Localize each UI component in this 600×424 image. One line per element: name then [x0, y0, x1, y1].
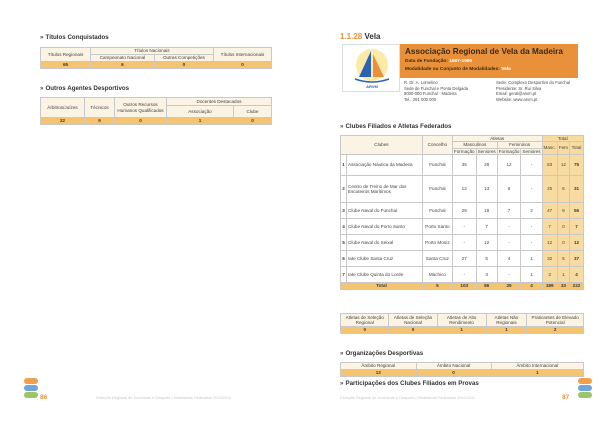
th-selecao-nacional: Atletas de Seleção Nacional — [389, 314, 437, 327]
cell-value: 0 — [233, 118, 271, 125]
th-fem: Fem — [557, 142, 569, 155]
association-banner — [400, 44, 578, 78]
cell-value: 6 — [91, 62, 155, 69]
th-clubes: Clubes — [341, 136, 423, 155]
total-row: Total 5 103 86 29 4 189 33 222 — [341, 282, 584, 289]
cell-value: 0 — [115, 118, 167, 125]
th-arbitros: Árbitros/Juízes — [41, 98, 85, 118]
contact-right: Sede: Complexo Desportivo do Funchal Presidente: Sr. Rui Silva Email: geral@arvm.pt Website: www.arvm.pt — [496, 80, 571, 103]
th-formacao-f: Formação — [498, 148, 520, 154]
th-camp-nacional: Campeonato Nacional — [91, 55, 155, 62]
th-ambito-regional: Âmbito Regional — [341, 363, 417, 370]
organizacoes-table: Âmbito Regional Âmbito Nacional Âmbito Internacional 13 0 1 — [340, 362, 584, 377]
th-internacionais: Títulos Internacionais — [214, 48, 272, 62]
titulos-table — [40, 47, 272, 69]
cell-value: 1 — [167, 118, 234, 125]
th-nacionais: Títulos Nacionais — [91, 48, 214, 55]
footer-text: Direcção Regional de Juventude e Desporto | Estatísticas Federadas 2010/2011 — [340, 396, 475, 400]
th-clube: Clube — [233, 106, 271, 118]
decor-pill — [24, 378, 38, 384]
th-atletas: Atletas — [452, 136, 542, 142]
th-associacao: Associação — [167, 106, 234, 118]
th-concelho: Concelho — [422, 136, 452, 155]
organizacoes-heading: » Organizações Desportivas — [340, 350, 424, 357]
cell-value: 22 — [41, 118, 85, 125]
right-page — [300, 0, 600, 424]
th-ambito-nacional: Âmbito Nacional — [416, 363, 491, 370]
association-name: Associação Regional de Vela da Madeira — [405, 47, 563, 56]
table-row: 1 Associação Náutica da Madeira Funchal 35 28 12 - 63 12 75 — [341, 154, 584, 175]
agentes-table — [40, 97, 272, 125]
footer-text: Direcção Regional de Juventude e Desporto | Estatísticas Federadas 2010/2011 — [96, 396, 231, 400]
th-formacao-m: Formação — [453, 148, 475, 154]
decor-pill — [24, 392, 38, 398]
decor-pill — [24, 385, 38, 391]
table-row: 6 Iate Clube Santa Cruz Santa Cruz 27 5 4 1 32 5 37 — [341, 250, 584, 266]
th-femininos: Femininos — [497, 142, 542, 148]
clubes-table — [340, 135, 584, 290]
th-tecnicos: Técnicos — [85, 98, 115, 118]
th-regionais: Títulos Regionais — [41, 48, 91, 62]
selecao-table: Atletas de Seleção Regional Atletas de Seleção Nacional Atletas de Alto Rendimento Atletas Não Regionais Praticantes de Elevado Potencial 0 0 1 1 2 — [340, 313, 584, 334]
modalidade-line: Modalidade ou Conjunto de Modalidades: Vela — [405, 67, 511, 72]
cell-value: 65 — [41, 62, 91, 69]
table-row: 7 Iate Clube Quinta do Lorde Machico - 3 - 1 3 1 4 — [341, 266, 584, 282]
th-docentes: Docentes Destacados — [167, 98, 272, 106]
table-row: 3 Clube Naval do Funchal Funchal 29 18 7 2 47 9 56 — [341, 202, 584, 218]
table-row: 4 Clube Naval do Porto Santo Porto Santo - 7 - - 7 0 7 — [341, 218, 584, 234]
th-masc: Masc. — [542, 142, 557, 155]
th-alto-rendimento: Atletas de Alto Rendimento — [437, 314, 486, 327]
th-nao-regionais: Atletas Não Regionais — [486, 314, 527, 327]
th-masculinos: Masculinos — [452, 142, 497, 148]
cell-value: 0 — [154, 62, 213, 69]
page-number: 87 — [562, 394, 570, 401]
page-number: 86 — [40, 394, 48, 401]
logo-text: ARVM — [366, 84, 378, 89]
th-seniores-m: Seniores — [477, 148, 496, 154]
decor-pill — [578, 385, 592, 391]
fundacao-line: Data de Fundação: 1987-1990 — [405, 59, 473, 64]
titulos-heading: » Títulos Conquistados — [40, 34, 109, 41]
table-row: 2 Centro de Treino de Mar dos Escuteiros Marítimos Funchal 12 13 6 - 25 6 31 — [341, 175, 584, 202]
decor-pill — [578, 392, 592, 398]
th-total: Total — [542, 136, 583, 142]
th-selecao-regional: Atletas de Seleção Regional — [341, 314, 389, 327]
cell-value: 9 — [85, 118, 115, 125]
agentes-heading: » Outros Agentes Desportivos — [40, 85, 130, 92]
table-row: 5 Clube Naval do Seixal Porto Moniz - 12 - - 12 0 12 — [341, 234, 584, 250]
th-outros-recursos: Outros Recursos Humanos Qualificados — [115, 98, 167, 118]
participacoes-heading: » Participações dos Clubes Filiados em Provas — [340, 380, 479, 387]
th-tot: Total — [570, 142, 584, 155]
clubes-heading: » Clubes Filiados e Atletas Federados — [340, 123, 452, 130]
cell-value: 0 — [214, 62, 272, 69]
contact-left: R. Dr. A. Lomelino Sede de Funchal e Ponta Delgada 9000-000 Funchal · Madeira Tel.: 291 000 000 — [404, 80, 469, 103]
decor-pill — [578, 378, 592, 384]
association-logo — [342, 44, 400, 92]
section-title: 1.1.28 Vela — [340, 32, 381, 41]
th-seniores-f: Seniores — [522, 148, 541, 154]
th-outras-comp: Outras Competições — [154, 55, 213, 62]
th-elevado-potencial: Praticantes de Elevado Potencial — [527, 314, 584, 327]
th-ambito-internacional: Âmbito Internacional — [491, 363, 583, 370]
